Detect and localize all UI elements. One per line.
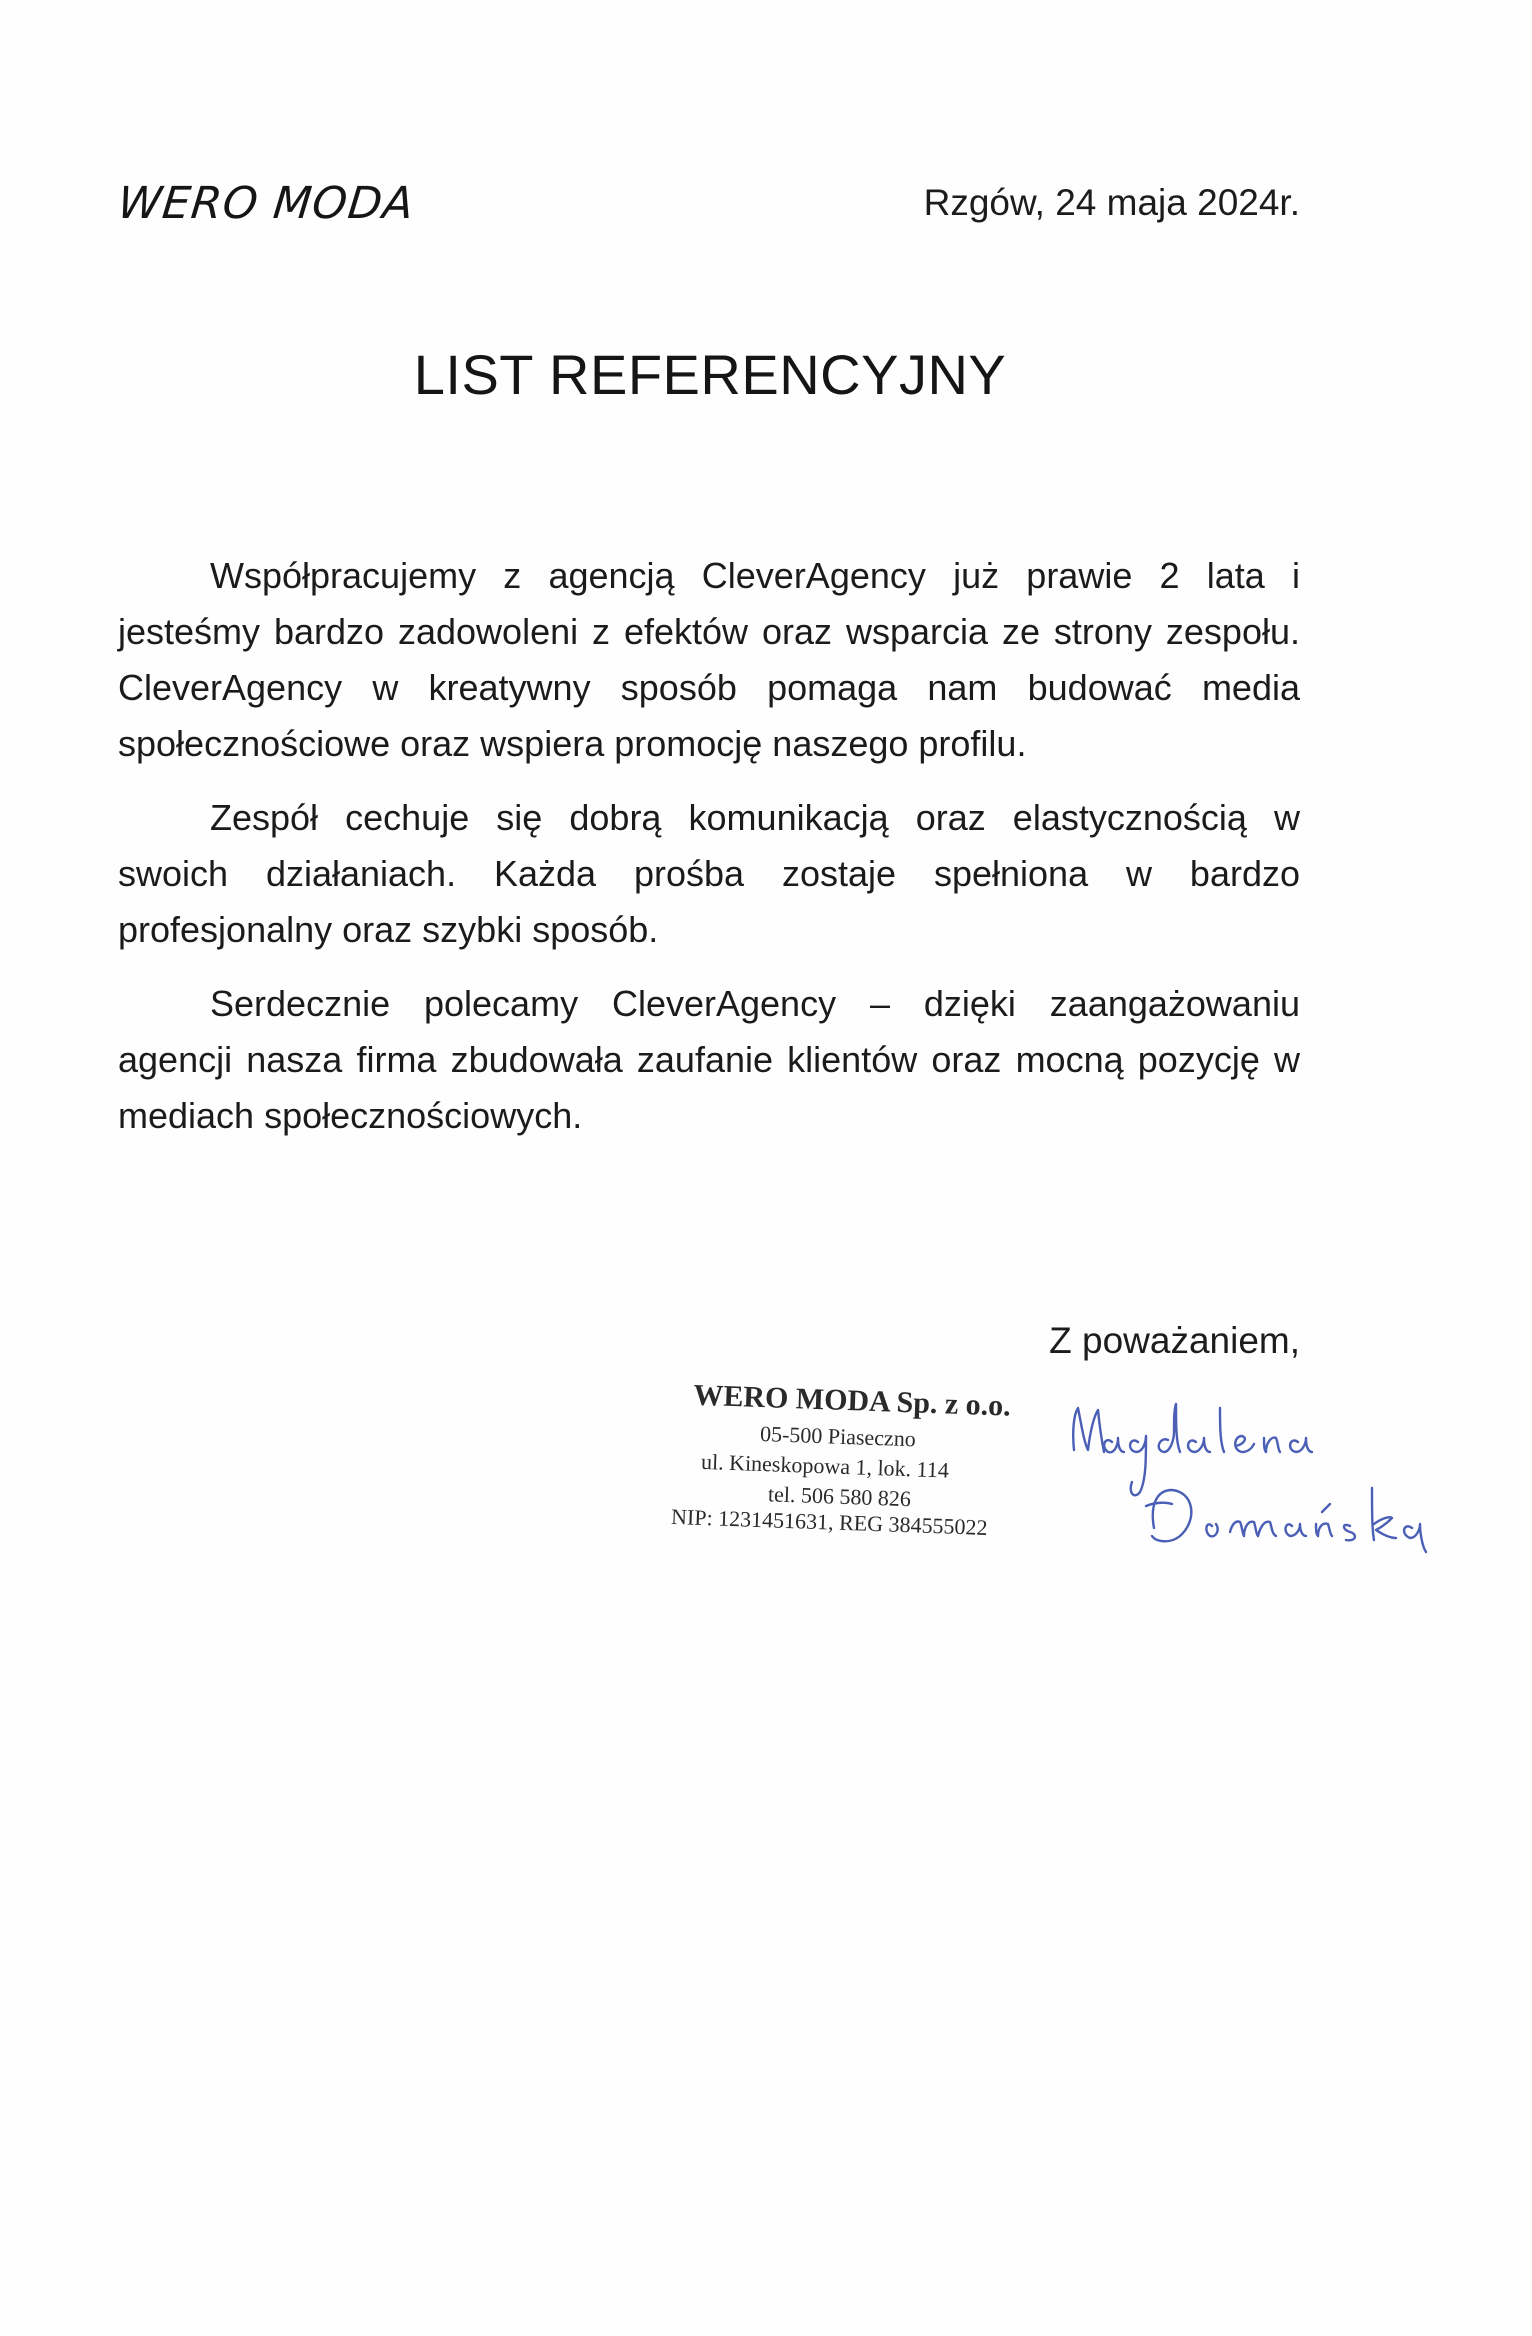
- handwritten-signature: [1060, 1380, 1500, 1580]
- stamp-street: ul. Kineskopowa 1, lok. 114: [700, 1448, 950, 1483]
- paragraph: Serdecznie polecamy CleverAgency – dzięki zaangażowaniu agencji nasza firma zbudowała zaufanie klientów oraz mocną pozycję w mediach społecznościowych.: [118, 983, 1300, 1136]
- closing-salutation: Z poważaniem,: [1049, 1320, 1300, 1361]
- page-title: LIST REFERENCYJNY: [413, 343, 1007, 406]
- company-stamp: [670, 1378, 1076, 1572]
- stamp-company-name: WERO MODA Sp. z o.o.: [692, 1378, 1012, 1423]
- letter-body: [118, 548, 1300, 1162]
- paragraph: Współpracujemy z agencją CleverAgency już prawie 2 lata i jesteśmy bardzo zadowoleni z efektów oraz wsparcia ze strony zespołu. CleverAgency w kreatywny sposób pomaga nam budować media społecznościowe oraz wspiera promocję naszego profilu.: [118, 555, 1300, 764]
- stamp-postal: 05-500 Piaseczno: [759, 1420, 917, 1452]
- company-logo: WERO MODA: [115, 178, 417, 229]
- paragraph: Zespół cechuje się dobrą komunikacją oraz elastycznością w swoich działaniach. Każda prośba zostaje spełniona w bardzo profesjonalny oraz szybki sposób.: [118, 797, 1300, 950]
- stamp-phone: tel. 506 580 826: [767, 1481, 912, 1512]
- letter-date: Rzgów, 24 maja 2024r.: [923, 182, 1300, 223]
- stamp-ids: NIP: 1231451631, REG 384555022: [670, 1503, 988, 1540]
